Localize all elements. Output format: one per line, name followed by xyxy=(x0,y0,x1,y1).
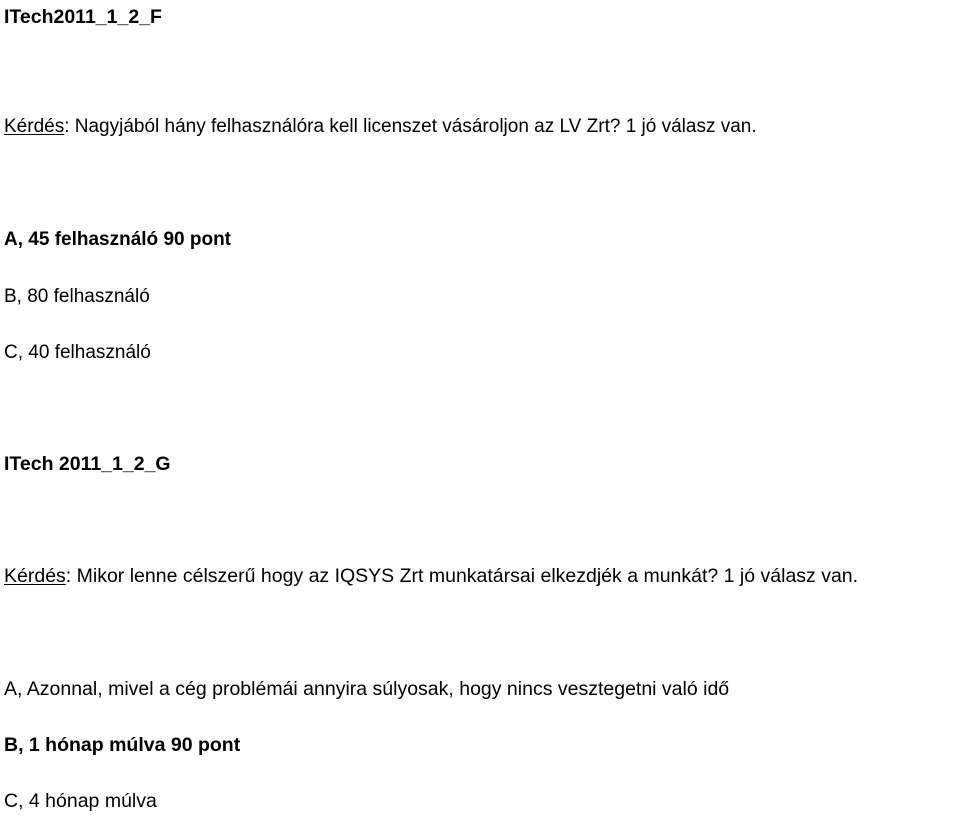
answer-g-c: C, 4 hónap múlva xyxy=(4,790,157,812)
question-label: Kérdés xyxy=(4,116,65,137)
answer-g-a: A, Azonnal, mivel a cég problémái annyira súlyosak, hogy nincs vesztegetni való idő xyxy=(4,678,730,700)
answer-f-c: C, 40 felhasználó xyxy=(4,342,151,363)
answer-f-a: A, 45 felhasználó 90 pont xyxy=(4,229,231,250)
section-heading-f: ITech2011_1_2_F xyxy=(4,6,162,28)
answer-f-b: B, 80 felhasználó xyxy=(4,286,150,307)
section-heading-g: ITech 2011_1_2_G xyxy=(4,453,171,475)
answer-g-b: B, 1 hónap múlva 90 pont xyxy=(4,734,241,756)
question-g xyxy=(4,564,858,588)
question-f xyxy=(4,115,757,139)
question-label: Kérdés xyxy=(4,565,66,587)
question-text: : Nagyjából hány felhasználóra kell licenszet vásároljon az LV Zrt? 1 jó válasz van. xyxy=(64,116,757,137)
question-text: : Mikor lenne célszerű hogy az IQSYS Zrt munkatársai elkezdjék a munkát? 1 jó válasz van. xyxy=(65,565,859,587)
